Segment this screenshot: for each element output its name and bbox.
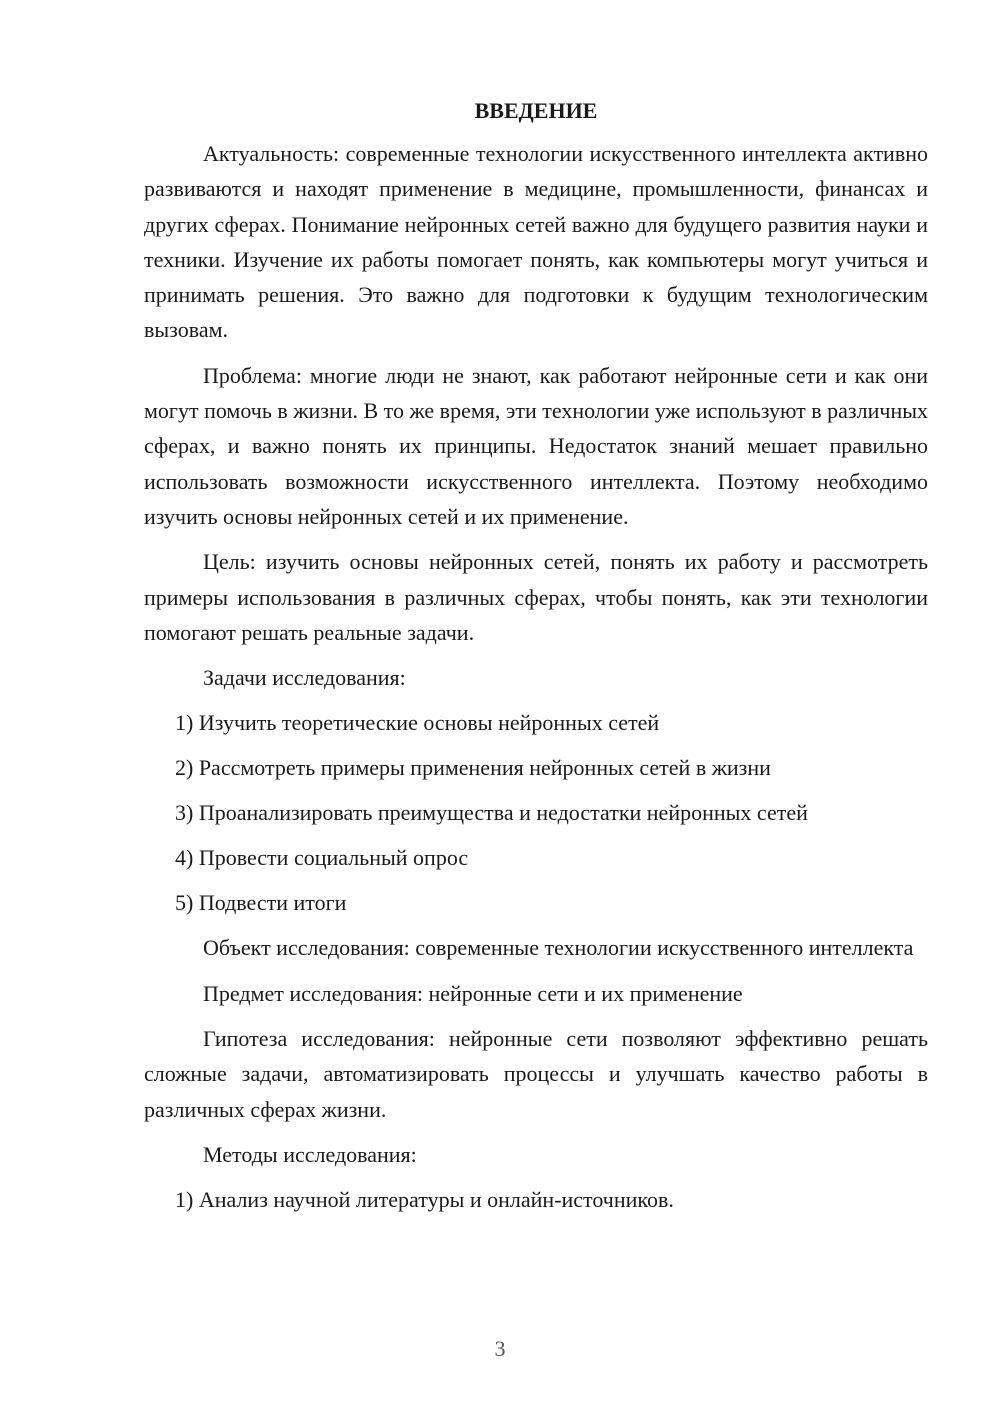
method-item-1: 1) Анализ научной литературы и онлайн-источников. [175, 1187, 674, 1213]
subject-paragraph: Предмет исследования: нейронные сети и их применение [203, 980, 743, 1006]
methods-heading: Методы исследования: [203, 1141, 417, 1167]
task-item-5: 5) Подвести итоги [175, 890, 347, 916]
problem-paragraph: Проблема: многие люди не знают, как работают нейронные сети и как они могут помочь в жизни. В то же время, эти технологии уже используют в различных сферах, и важно понять их принципы. Недостаток знаний мешает правильно использовать возможности искусственного интеллекта. Поэтому необходимо изучить основы нейронных сетей и их применение. [144, 362, 928, 529]
task-item-1: 1) Изучить теоретические основы нейронных сетей [175, 710, 660, 736]
section-heading: ВВЕДЕНИЕ [474, 98, 598, 123]
hypothesis-paragraph: Гипотеза исследования: нейронные сети позволяют эффективно решать сложные задачи, автоматизировать процессы и улучшать качество работы в различных сферах жизни. [144, 1026, 928, 1122]
task-item-4: 4) Провести социальный опрос [175, 845, 469, 871]
task-item-2: 2) Рассмотреть примеры применения нейронных сетей в жизни [175, 755, 771, 781]
tasks-heading: Задачи исследования: [203, 665, 406, 691]
task-item-3: 3) Проанализировать преимущества и недостатки нейронных сетей [175, 800, 808, 826]
object-paragraph: Объект исследования: современные технологии искусственного интеллекта [203, 935, 914, 961]
relevance-paragraph: Актуальность: современные технологии искусственного интеллекта активно развиваются и находят применение в медицине, промышленности, финансах и других сферах. Понимание нейронных сетей важно для будущего развития науки и техники. Изучение их работы помогает понять, как компьютеры могут учиться и принимать решения. Это важно для подготовки к будущим технологическим вызовам. [144, 141, 928, 343]
page-number: 3 [494, 1336, 506, 1361]
document-page [144, 96, 928, 1227]
goal-paragraph: Цель: изучить основы нейронных сетей, понять их работу и рассмотреть примеры использования в различных сферах, чтобы понять, как эти технологии помогают решать реальные задачи. [144, 549, 928, 645]
